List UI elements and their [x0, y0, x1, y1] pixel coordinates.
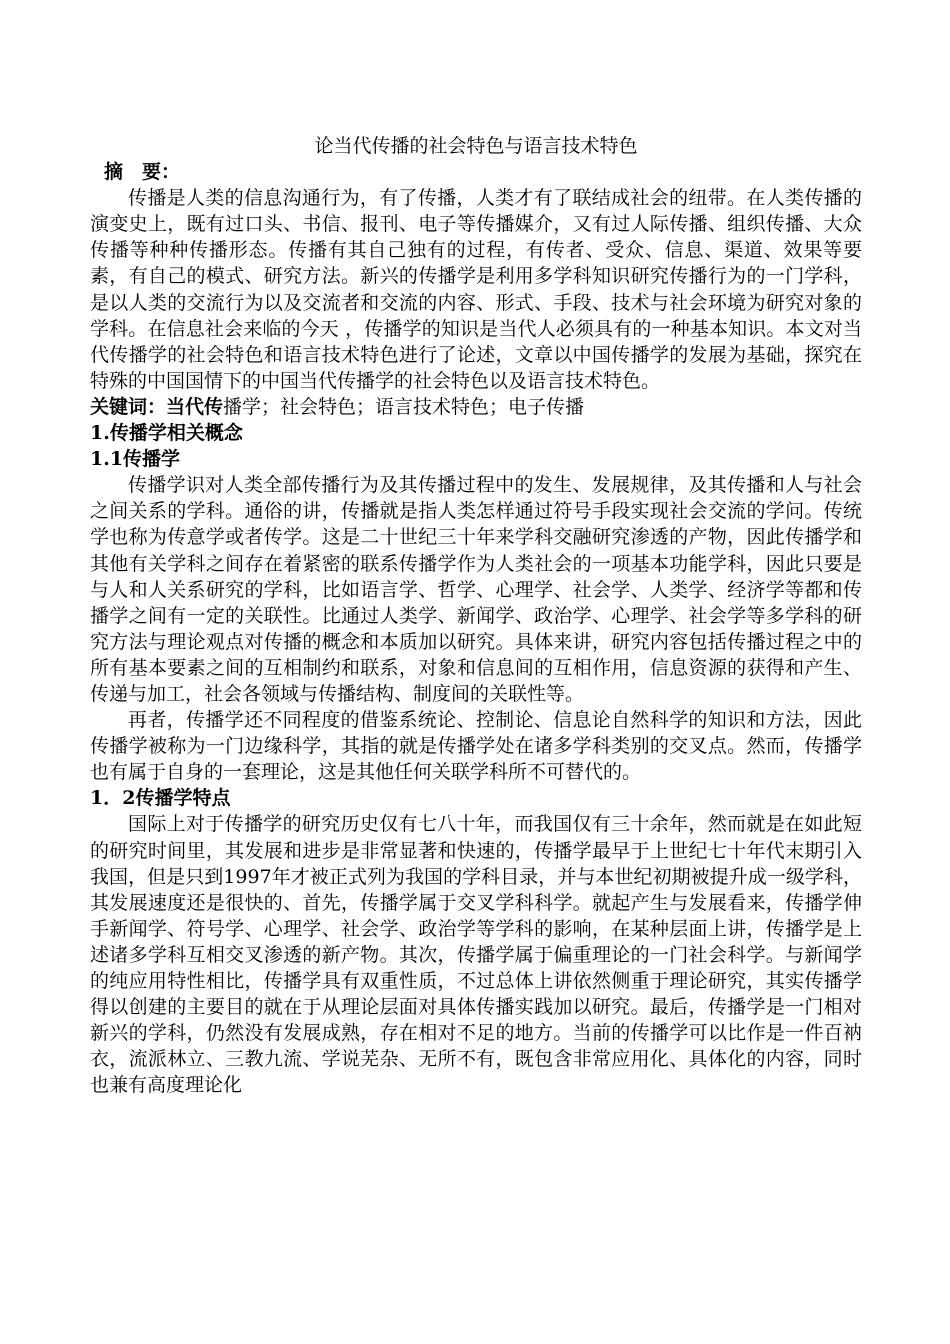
section-1-1-paragraph-2: 再者，传播学还不同程度的借鉴系统论、控制论、信息论自然科学的知识和方法，因此传播学被称为一门边缘科学，其指的就是传播学处在诸多学科类别的交叉点。然而，传播学也有属于自身的一套理论，这是其他任何关联学科所不可替代的。: [90, 709, 862, 784]
keywords-text: 播学；社会特色；语言技术特色；电子传播: [223, 395, 585, 418]
paper-title: 论当代传播的社会特色与语言技术特色: [314, 135, 638, 157]
abstract-text: 传播是人类的信息沟通行为，有了传播，人类才有了联结成社会的纽带。在人类传播的演变史上，既有过口头、书信、报刊、电子等传播媒介，又有过人际传播、组织传播、大众传播等种种传播形态。传播有其自己独有的过程，有传者、受众、信息、渠道、效果等要素，有自己的模式、研究方法。新兴的传播学是利用多学科知识研究传播行为的一门学科，是以人类的交流行为以及交流者和交流的内容、形式、手段、技术与社会环境为研究对象的学科。在信息社会来临的今天 ，传播学的知识是当代人必须具有的一种基本知识。本文对当代传播学的社会特色和语言技术特色进行了论述，文章以中国传播学的发展为基础，探究在特殊的中国国情下的中国当代传播学的社会特色以及语言技术特色。: [90, 187, 862, 392]
section-1-2-paragraph-1: 国际上对于传播学的研究历史仅有七八十年，而我国仅有三十余年，然而就是在如此短的研究时间里，其发展和进步是非常显著和快速的，传播学最早于上世纪七十年代末期引入我国，但是只到1997年才被正式列为我国的学科目录，并与本世纪初期被提升成一级学科，其发展速度还是很快的、首先，传播学属于交叉学科科学。就起产生与发展看来，传播学伸手新闻学、符号学、心理学、社会学、政治学等学科的影响，在某种层面上讲，传播学是上述诸多学科互相交叉渗透的新产物。其次，传播学属于偏重理论的一门社会科学。与新闻学的纯应用特性相比，传播学具有双重性质，不过总体上讲依然侧重于理论研究，其实传播学得以创建的主要目的就在于从理论层面对具体传播实践加以研究。最后，传播学是一门相对新兴的学科，仍然没有发展成熟，存在相对不足的地方。当前的传播学可以比作是一件百衲衣，流派林立、三教九流、学说芜杂、无所不有，既包含非常应用化、具体化的内容，同时也兼有高度理论化: [90, 813, 862, 1097]
keywords-line: [90, 394, 862, 420]
keywords-label: 关键词：当代传: [90, 395, 224, 418]
section-1-1-paragraph-1: 传播学识对人类全部传播行为及其传播过程中的发生、发展规律，及其传播和人与社会之间关系的学科。通俗的讲，传播就是指人类怎样通过符号手段实现社会交流的学问。传统学也称为传意学或者传学。这是二十世纪三十年来学科交融研究渗透的产物，因此传播学和其他有关学科之间存在着紧密的联系传播学作为人类社会的一项基本功能学科，因此只要是与人和人关系研究的学科，比如语言学、哲学、心理学、社会学、人类学、经济学等都和传播学之间有一定的关联性。比通过人类学、新闻学、政治学、心理学、社会学等多学科的研究方法与理论观点对传播的概念和本质加以研究。具体来讲，研究内容包括传播过程之中的所有基本要素之间的互相制约和联系，对象和信息间的互相作用，信息资源的获得和产生、传递与加工，社会各领域与传播结构、制度间的关联性等。: [90, 474, 862, 705]
document-page: [90, 133, 862, 1098]
section-heading-1-1: 1.1传播学: [90, 448, 181, 471]
section-heading-1: 1.传播学相关概念: [90, 422, 243, 445]
abstract-label: 摘 要：: [104, 161, 181, 184]
section-heading-1-2: 1．2传播学特点: [90, 787, 231, 810]
